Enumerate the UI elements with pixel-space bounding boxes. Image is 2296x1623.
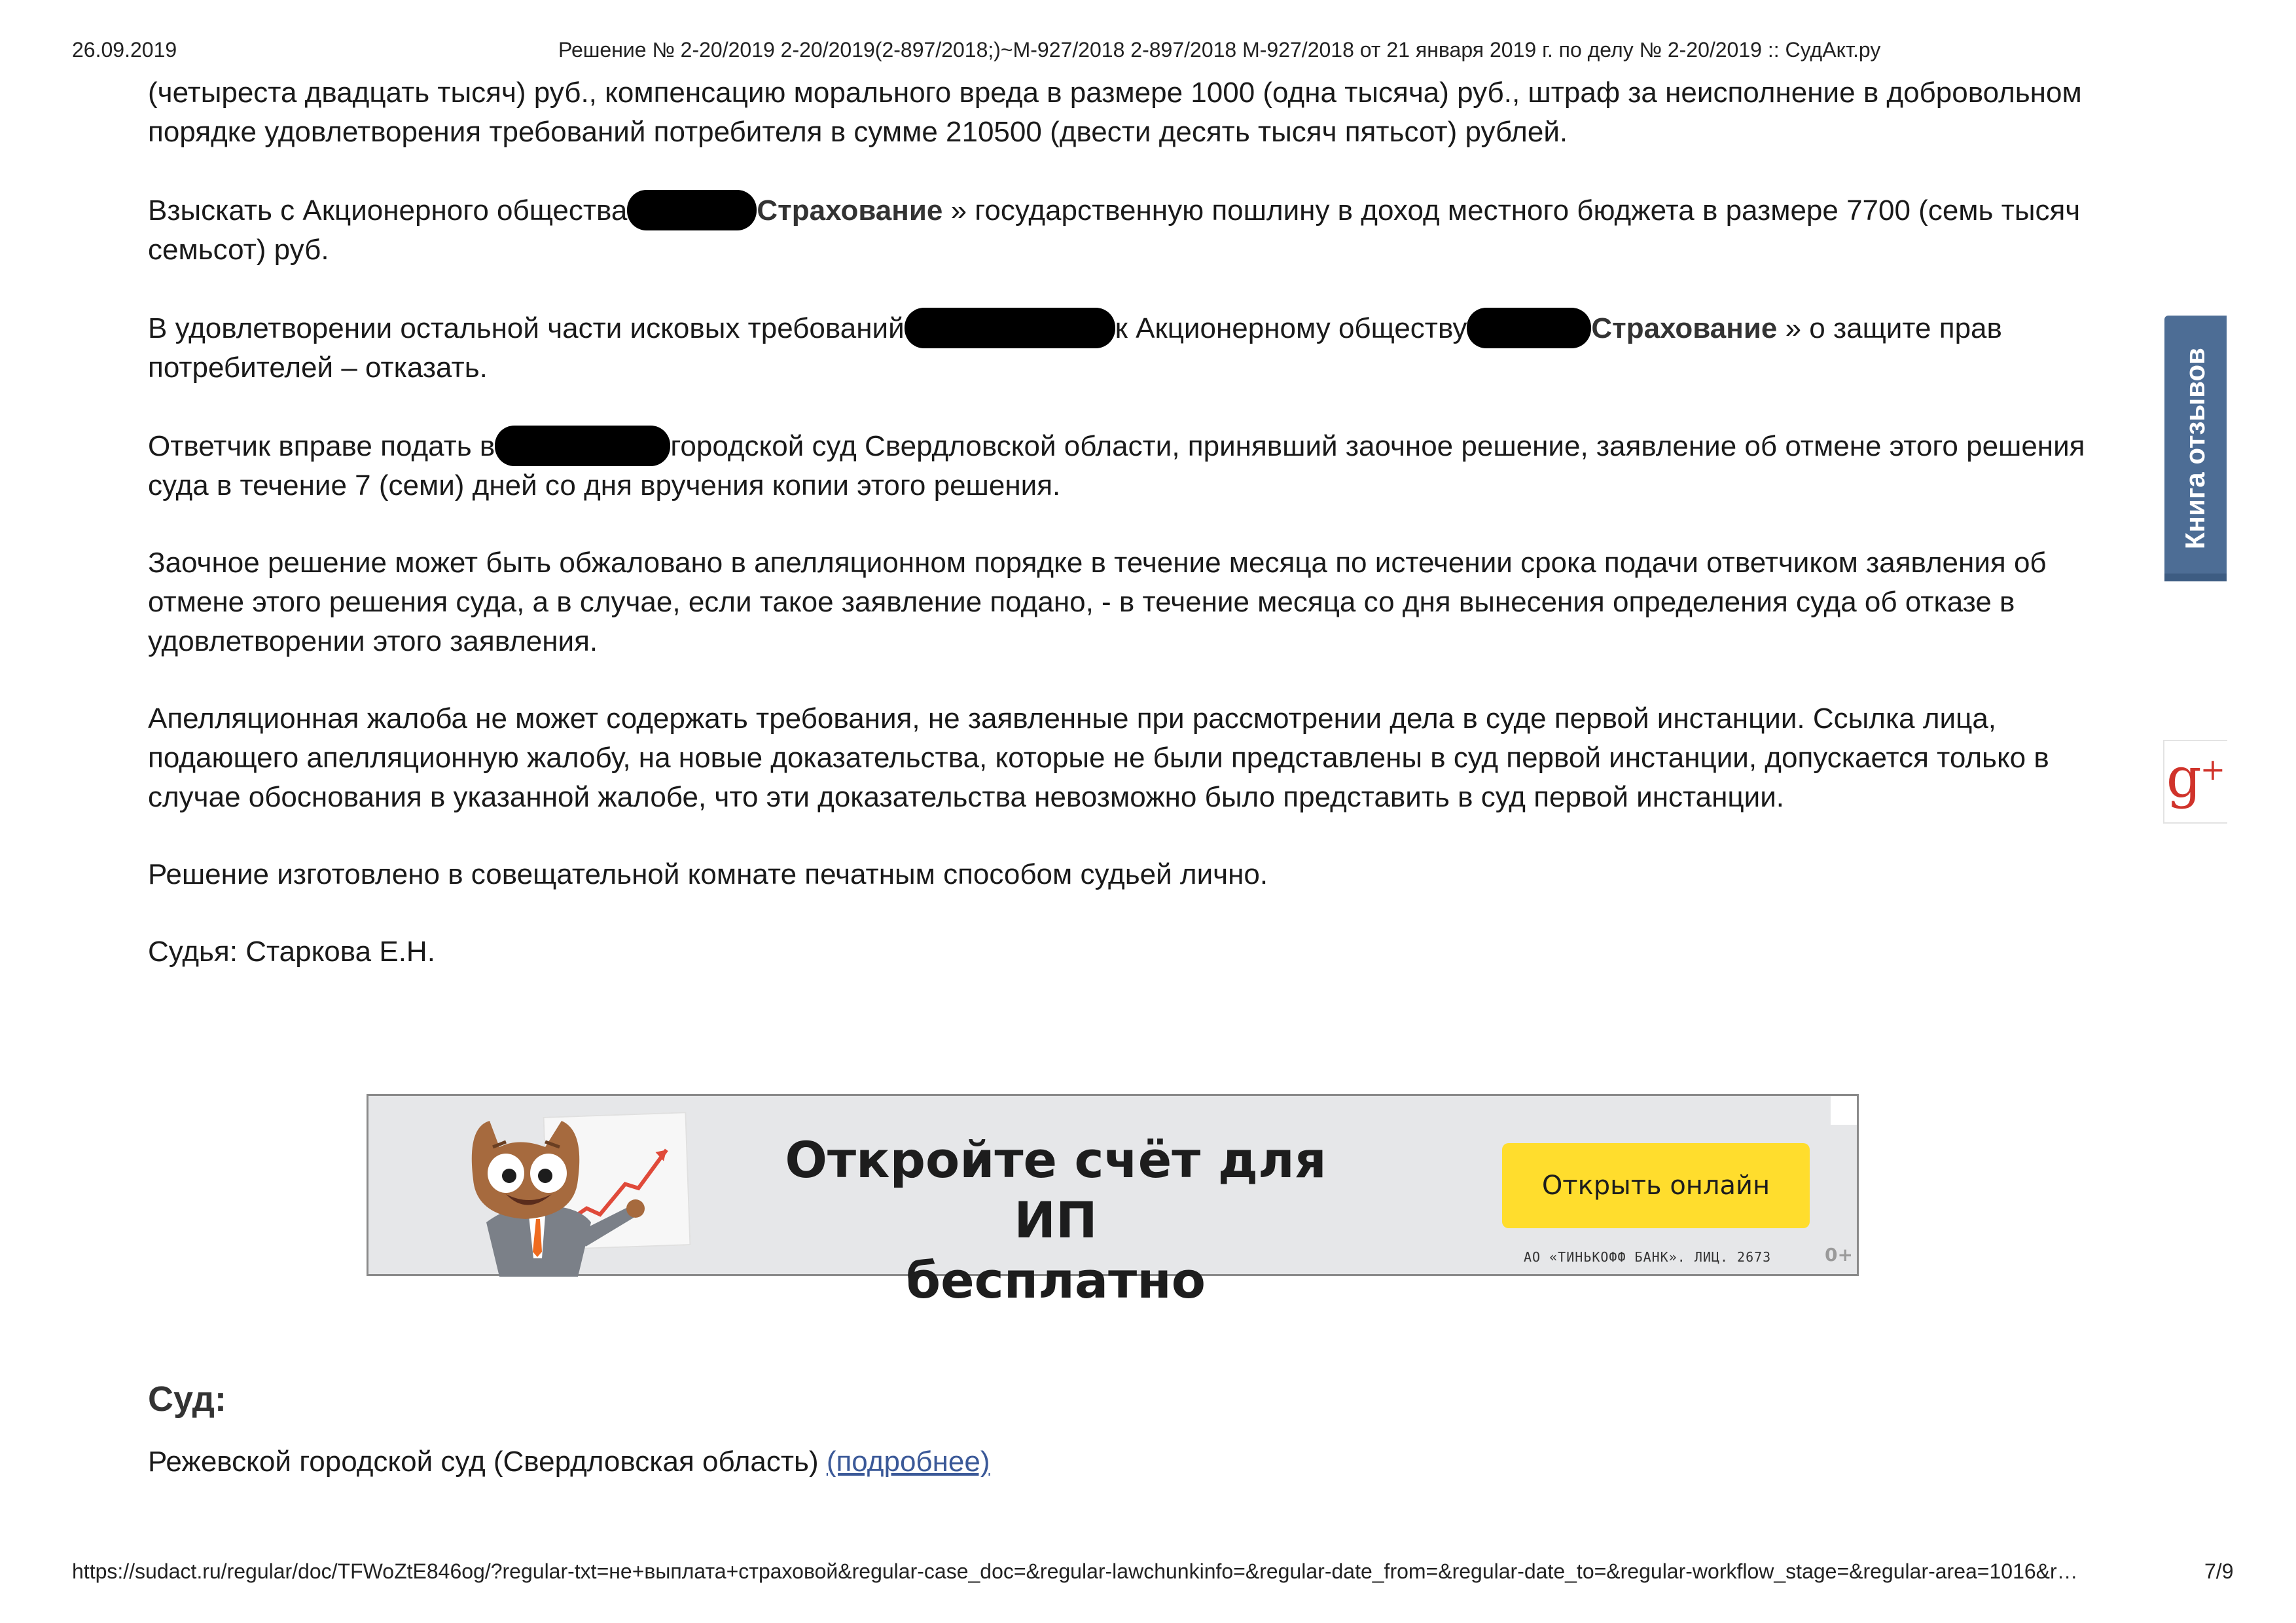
bank-ad-banner[interactable] xyxy=(367,1094,1859,1309)
google-plus-icon: g+ xyxy=(2166,746,2226,810)
court-info xyxy=(148,1446,990,1478)
redaction-block xyxy=(495,426,670,466)
paragraph-decision-made: Решение изготовлено в совещательной комнате печатным способом судьей лично. xyxy=(148,858,1268,890)
feedback-tab-shadow xyxy=(2164,574,2227,581)
company-name: Страхование xyxy=(1591,312,1778,344)
ad-headline: Откройте счёт для ИП бесплатно xyxy=(785,1131,1327,1309)
open-online-button[interactable]: Открыть онлайн xyxy=(1502,1143,1810,1228)
feedback-book-label[interactable]: Книга отзывов xyxy=(2179,347,2210,550)
ad-corner-notch xyxy=(1831,1096,1857,1125)
ad-legal-text: АО «ТИНЬКОФФ БАНК». ЛИЦ. 2673 xyxy=(1524,1249,1772,1265)
print-date: 26.09.2019 xyxy=(72,38,177,62)
court-details-link[interactable]: (подробнее) xyxy=(826,1446,990,1478)
judge-signature: Судья: Старкова Е.Н. xyxy=(148,936,435,968)
age-rating-badge: 0+ xyxy=(1825,1244,1853,1266)
court-heading: Суд: xyxy=(148,1379,226,1419)
print-page-title: Решение № 2-20/2019 2-20/2019(2-897/2018;)~М-927/2018 2-897/2018 М-927/2018 от 21 января 2019 г. по делу № 2-20/2019 :: СудАкт.ру xyxy=(558,38,1881,62)
redaction-block xyxy=(1467,308,1591,348)
paragraph-refusal: В удовлетворении остальной части исковых требований к Акционерному обществу Страхование » о защите прав потребителей – отказать. xyxy=(148,308,2111,388)
paragraph-appeal-procedure: Заочное решение может быть обжаловано в апелляционном порядке в течение месяца по истечении срока подачи ответчиком заявления об отмене этого решения суда, а в случае, если такое заявление подано, - в течение месяца со дня вынесения определения суда об отказе в удовлетворении этого заявления. xyxy=(148,547,2047,657)
decision-text xyxy=(148,73,2111,1010)
page-number: 7/9 xyxy=(2204,1559,2234,1583)
paragraph-appeal-right: Ответчик вправе подать в городской суд Свердловской области, принявший заочное решение, заявление об отмене этого решения суда в течение 7 (семи) дней со дня вручения копии этого решения. xyxy=(148,426,2111,505)
paragraph-penalty: (четыреста двадцать тысяч) руб., компенсацию морального вреда в размере 1000 (одна тысяча) руб., штраф за неисполнение в добровольном порядке удовлетворения требований потребителя в сумме 210500 (двести десять тысяч пятьсот) рублей. xyxy=(148,77,2082,148)
company-name: Страхование xyxy=(757,194,943,227)
redaction-block xyxy=(905,308,1115,348)
paragraph-state-duty: Взыскать с Акционерного общества Страхование » государственную пошлину в доход местного бюджета в размере 7700 (семь тысяч семьсот) руб. xyxy=(148,190,2111,270)
print-url: https://sudact.ru/regular/doc/TFWoZtE846og/?regular-txt=не+выплата+страховой&regular-case_doc=&regular-lawchunkinfo=&regular-date_from=&regular-date_to=&regular-workflow_stage=&regular-area=1016&r… xyxy=(72,1559,2078,1583)
court-name: Режевской городской суд (Свердловская область) xyxy=(148,1446,827,1478)
paragraph-appeal-limits: Апелляционная жалоба не может содержать требования, не заявленные при рассмотрении дела в суде первой инстанции. Ссылка лица, подающего апелляционную жалобу, на новые доказательства, которые не были представлены в суд первой инстанции, допускается только в случае обоснования в указанной жалобе, что эти доказательства невозможно было представить в суд первой инстанции. xyxy=(148,702,2049,813)
google-plus-button[interactable] xyxy=(2163,740,2227,824)
redaction-block xyxy=(627,190,757,230)
cat-mascot-icon xyxy=(414,1108,650,1277)
